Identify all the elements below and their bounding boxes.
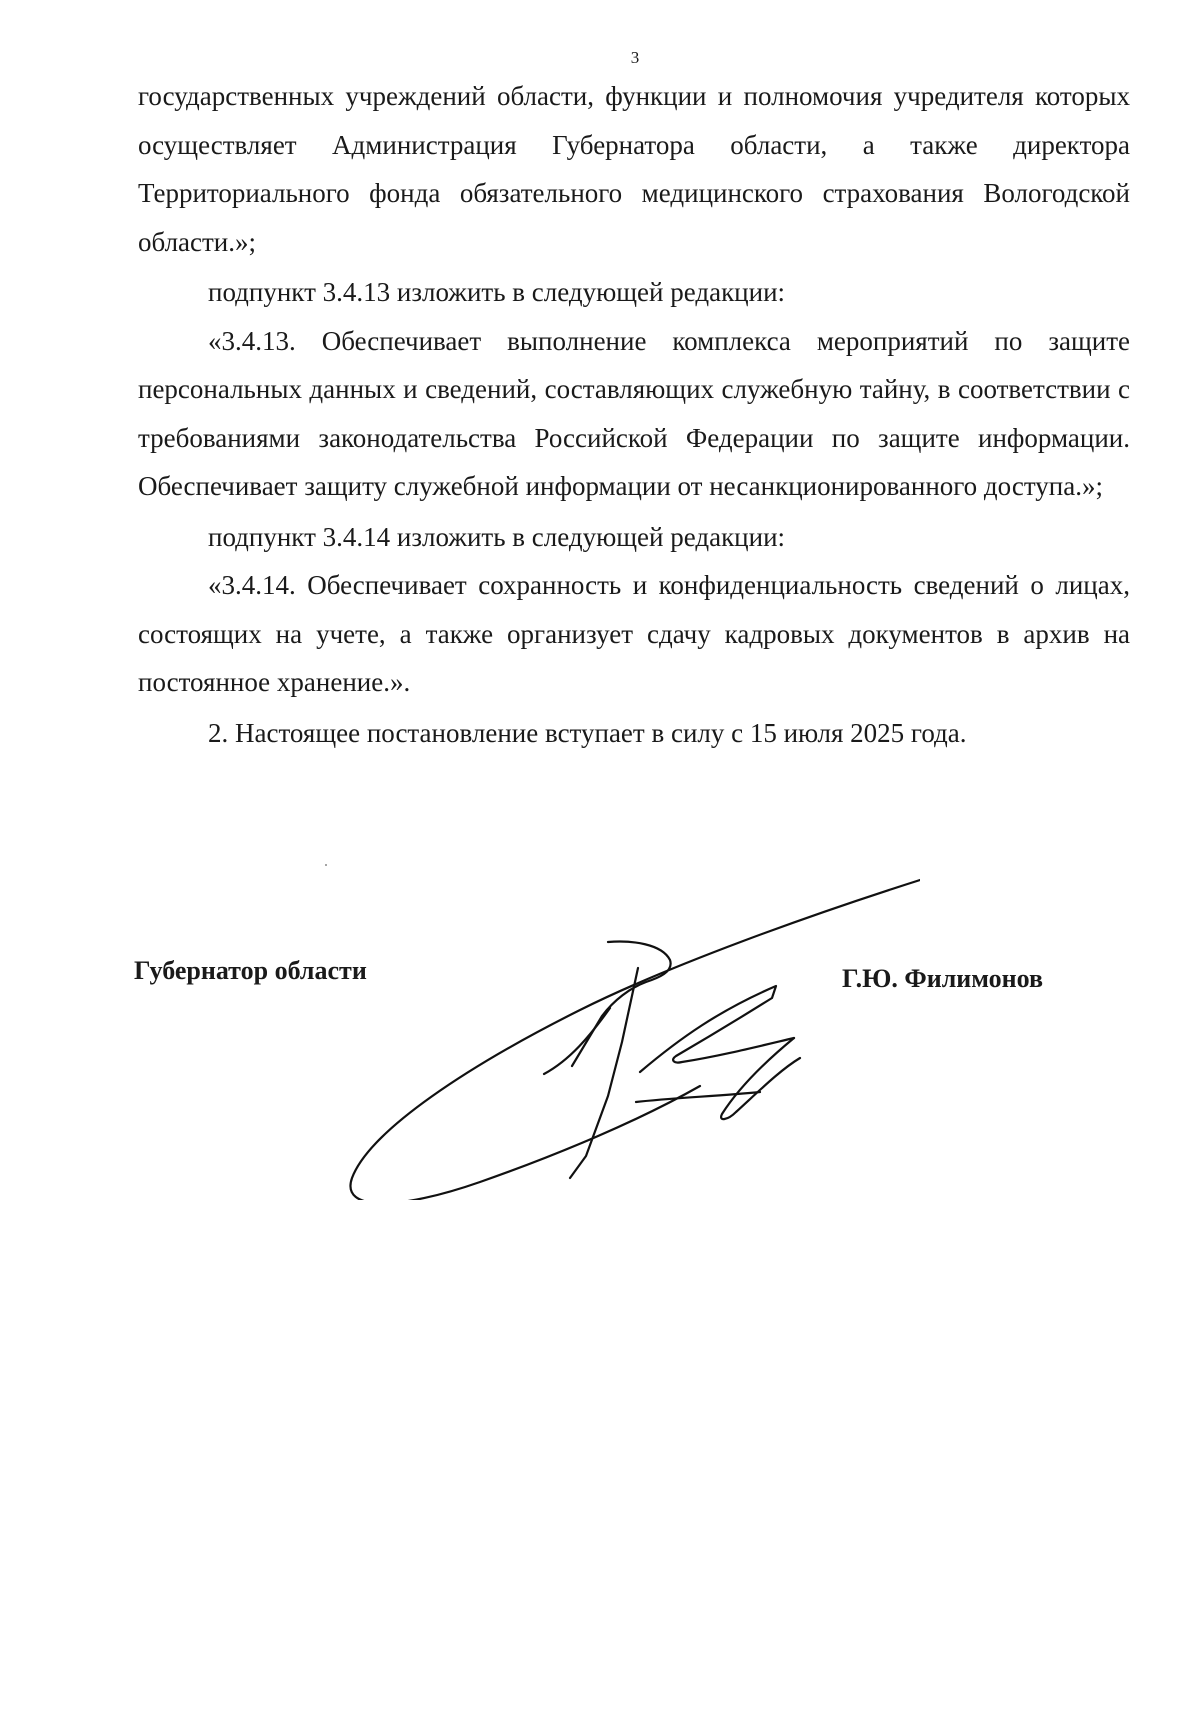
paragraph-effective-date: 2. Настоящее постановление вступает в силу с 15 июля 2025 года. bbox=[208, 717, 967, 748]
paragraph-subclause-3-4-13-intro: подпункт 3.4.13 изложить в следующей редакции: bbox=[208, 277, 786, 307]
signatory-name: Г.Ю. Филимонов bbox=[842, 964, 1044, 993]
paragraph-continuation: государственных учреждений области, функции и полномочия учредителя которых осуществляет Администрация Губернатора области, а также директора Территориального фонда обязательного медицинского страхования Вологодской области.»; bbox=[138, 81, 1130, 257]
document-body bbox=[138, 72, 1130, 757]
handwritten-signature bbox=[340, 860, 920, 1200]
scan-speck bbox=[325, 864, 327, 866]
page-number: 3 bbox=[630, 48, 640, 67]
paragraph-subclause-3-4-13-text: «3.4.13. Обеспечивает выполнение комплекса мероприятий по защите персональных данных и сведений, составляющих служебную тайну, в соответствии с требованиями законодательства Российской Федерации по защите информации. Обеспечивает защиту служебной информации от несанкционированного доступа.»; bbox=[138, 325, 1130, 501]
paragraph-subclause-3-4-14-intro: подпункт 3.4.14 изложить в следующей редакции: bbox=[208, 521, 786, 552]
paragraph-subclause-3-4-14-text: «3.4.14. Обеспечивает сохранность и конфиденциальность сведений о лицах, состоящих на учете, а также организует сдачу кадровых документов в архив на постоянное хранение.». bbox=[138, 570, 1130, 697]
signatory-title: Губернатор области bbox=[134, 956, 367, 985]
